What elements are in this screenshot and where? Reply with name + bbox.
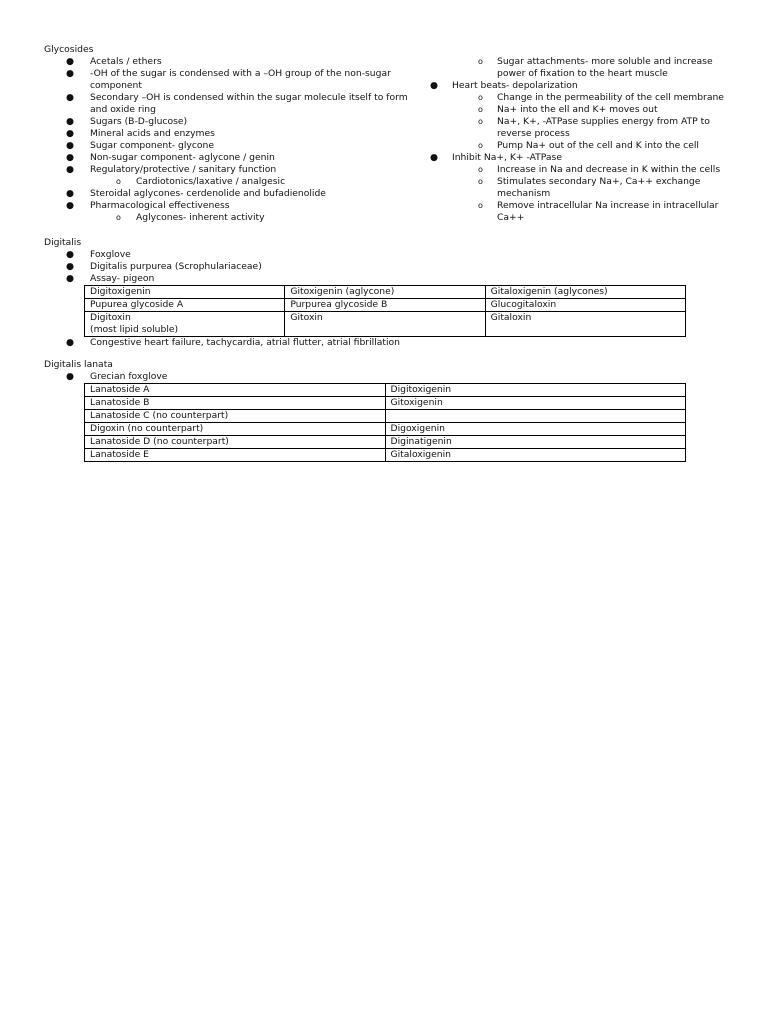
- table-cell: Gitaloxigenin (aglycones): [485, 286, 685, 299]
- digitalis-section: [44, 237, 694, 349]
- sub-list-item: [430, 56, 730, 80]
- list-item-text: Pharmacological effectiveness: [90, 200, 230, 211]
- bullet-icon: ●: [66, 273, 75, 284]
- list-item: [430, 80, 730, 92]
- table-cell: Lanatoside E: [85, 449, 386, 462]
- sub-list-item-text: Remove intracellular Na increase in intracellular Ca++: [497, 200, 719, 223]
- list-item-text: Acetals / ethers: [90, 56, 162, 67]
- list-item-text: Grecian foxglove: [90, 371, 168, 382]
- digitalis-lanata-section: [44, 359, 694, 462]
- sub-list-item: [44, 176, 414, 188]
- table-row: [85, 299, 686, 312]
- table-row: [85, 286, 686, 299]
- list-item-text: Non-sugar component- aglycone / genin: [90, 152, 275, 163]
- bullet-icon: ●: [66, 152, 75, 163]
- list-item: [44, 164, 414, 176]
- list-item-text: Regulatory/protective / sanitary function: [90, 164, 277, 175]
- table-cell: Gitoxin: [285, 312, 485, 337]
- bullet-icon: o: [478, 165, 483, 174]
- list-item: [44, 140, 414, 152]
- sub-list-item: [430, 164, 730, 176]
- bullet-icon: ●: [430, 152, 439, 163]
- table-cell: Gitoxigenin (aglycone): [285, 286, 485, 299]
- table-row: [85, 397, 686, 410]
- sub-list-item-text: Sugar attachments- more soluble and increase power of fixation to the heart muscle: [497, 56, 713, 79]
- right-column-list: [430, 56, 730, 224]
- table-cell: Lanatoside B: [85, 397, 386, 410]
- table-row: [85, 423, 686, 436]
- table-cell: Gitoxigenin: [385, 397, 686, 410]
- table-cell: Digitoxigenin: [385, 384, 686, 397]
- list-item-text: Foxglove: [90, 249, 131, 260]
- table-row: [85, 449, 686, 462]
- list-item: [430, 152, 730, 164]
- list-item: [44, 152, 414, 164]
- bullet-icon: o: [478, 117, 483, 126]
- list-item: [44, 273, 694, 285]
- list-item-text: Digitalis purpurea (Scrophulariaceae): [90, 261, 262, 272]
- bullet-icon: o: [116, 177, 121, 186]
- glycosides-list: [44, 56, 414, 224]
- digitalis-heading: Digitalis: [44, 237, 82, 248]
- table-cell: Digoxin (no counterpart): [85, 423, 386, 436]
- table-cell: Digitoxin (most lipid soluble): [85, 312, 285, 337]
- bullet-icon: ●: [66, 371, 75, 382]
- list-item: [44, 249, 694, 261]
- sub-list-item: [430, 140, 730, 152]
- table-cell: Pupurea glycoside A: [85, 299, 285, 312]
- bullet-icon: o: [478, 177, 483, 186]
- sub-list-item-text: Stimulates secondary Na+, Ca++ exchange mechanism: [497, 176, 701, 199]
- list-item-text: Assay- pigeon: [90, 273, 155, 284]
- sub-list-item-text: Na+, K+, -ATPase supplies energy from ATP to reverse process: [497, 116, 710, 139]
- sub-list-item: [430, 116, 730, 140]
- right-column: [430, 56, 730, 224]
- table-row: [85, 312, 686, 337]
- bullet-icon: ●: [66, 116, 75, 127]
- glycosides-heading: Glycosides: [44, 44, 94, 55]
- bullet-icon: ●: [66, 337, 75, 348]
- sub-list-item: [44, 212, 414, 224]
- bullet-icon: ●: [66, 92, 75, 103]
- list-item-text: -OH of the sugar is condensed with a –OH group of the non-sugar component: [90, 68, 391, 91]
- table-cell: Digitoxigenin: [85, 286, 285, 299]
- list-item-text: Secondary –OH is condensed within the sugar molecule itself to form and oxide ring: [90, 92, 408, 115]
- sub-list-item-text: Change in the permeability of the cell membrane: [497, 92, 724, 103]
- list-item: [44, 261, 694, 273]
- digitalis-table: [84, 285, 686, 337]
- list-item: [44, 200, 414, 212]
- table-cell: Purpurea glycoside B: [285, 299, 485, 312]
- list-item: [44, 371, 694, 383]
- bullet-icon: o: [478, 57, 483, 66]
- table-cell: Lanatoside A: [85, 384, 386, 397]
- sub-list-item: [430, 92, 730, 104]
- bullet-icon: ●: [66, 140, 75, 151]
- glycosides-section: [44, 44, 414, 224]
- table-row: [85, 436, 686, 449]
- list-item: [44, 337, 694, 349]
- digitalis-lanata-list: [44, 371, 694, 383]
- bullet-icon: ●: [66, 164, 75, 175]
- list-item-text: Sugar component- glycone: [90, 140, 214, 151]
- list-item: [44, 128, 414, 140]
- table-cell: [385, 410, 686, 423]
- bullet-icon: o: [116, 213, 121, 222]
- bullet-icon: o: [478, 141, 483, 150]
- digitalis-list: [44, 249, 694, 285]
- digitalis-lanata-table: [84, 383, 686, 462]
- bullet-icon: ●: [66, 56, 75, 67]
- sub-list-item-text: Aglycones- inherent activity: [136, 212, 265, 223]
- list-item: [44, 56, 414, 68]
- table-cell: Digoxigenin: [385, 423, 686, 436]
- list-item-text: Heart beats- depolarization: [452, 80, 578, 91]
- bullet-icon: ●: [66, 128, 75, 139]
- sub-list-item: [430, 104, 730, 116]
- bullet-icon: ●: [66, 68, 75, 79]
- bullet-icon: ●: [66, 188, 75, 199]
- bullet-icon: o: [478, 201, 483, 210]
- bullet-icon: ●: [430, 80, 439, 91]
- list-item-text: Sugars (B-D-glucose): [90, 116, 188, 127]
- list-item: [44, 116, 414, 128]
- digitalis-lanata-heading: Digitalis lanata: [44, 359, 113, 370]
- table-cell: Gitaloxin: [485, 312, 685, 337]
- table-row: [85, 384, 686, 397]
- sub-list-item: [430, 200, 730, 224]
- bullet-icon: ●: [66, 200, 75, 211]
- sub-list-item-text: Pump Na+ out of the cell and K into the cell: [497, 140, 699, 151]
- list-item: [44, 188, 414, 200]
- sub-list-item-text: Na+ into the ell and K+ moves out: [497, 104, 658, 115]
- table-cell: Lanatoside D (no counterpart): [85, 436, 386, 449]
- table-cell: Diginatigenin: [385, 436, 686, 449]
- sub-list-item: [430, 176, 730, 200]
- list-item-text: Steroidal aglycones- cerdenolide and bufadienolide: [90, 188, 326, 199]
- bullet-icon: o: [478, 105, 483, 114]
- list-item-text: Mineral acids and enzymes: [90, 128, 215, 139]
- table-cell: Gitaloxigenin: [385, 449, 686, 462]
- list-item-text: Congestive heart failure, tachycardia, atrial flutter, atrial fibrillation: [90, 337, 400, 348]
- digitalis-after-list: [44, 337, 694, 349]
- list-item-text: Inhibit Na+, K+ -ATPase: [452, 152, 562, 163]
- bullet-icon: ●: [66, 261, 75, 272]
- table-row: [85, 410, 686, 423]
- table-cell: Lanatoside C (no counterpart): [85, 410, 386, 423]
- bullet-icon: o: [478, 93, 483, 102]
- sub-list-item-text: Increase in Na and decrease in K within the cells: [497, 164, 721, 175]
- table-cell: Glucogitaloxin: [485, 299, 685, 312]
- list-item: [44, 68, 414, 92]
- list-item: [44, 92, 414, 116]
- bullet-icon: ●: [66, 249, 75, 260]
- sub-list-item-text: Cardiotonics/laxative / analgesic: [136, 176, 286, 187]
